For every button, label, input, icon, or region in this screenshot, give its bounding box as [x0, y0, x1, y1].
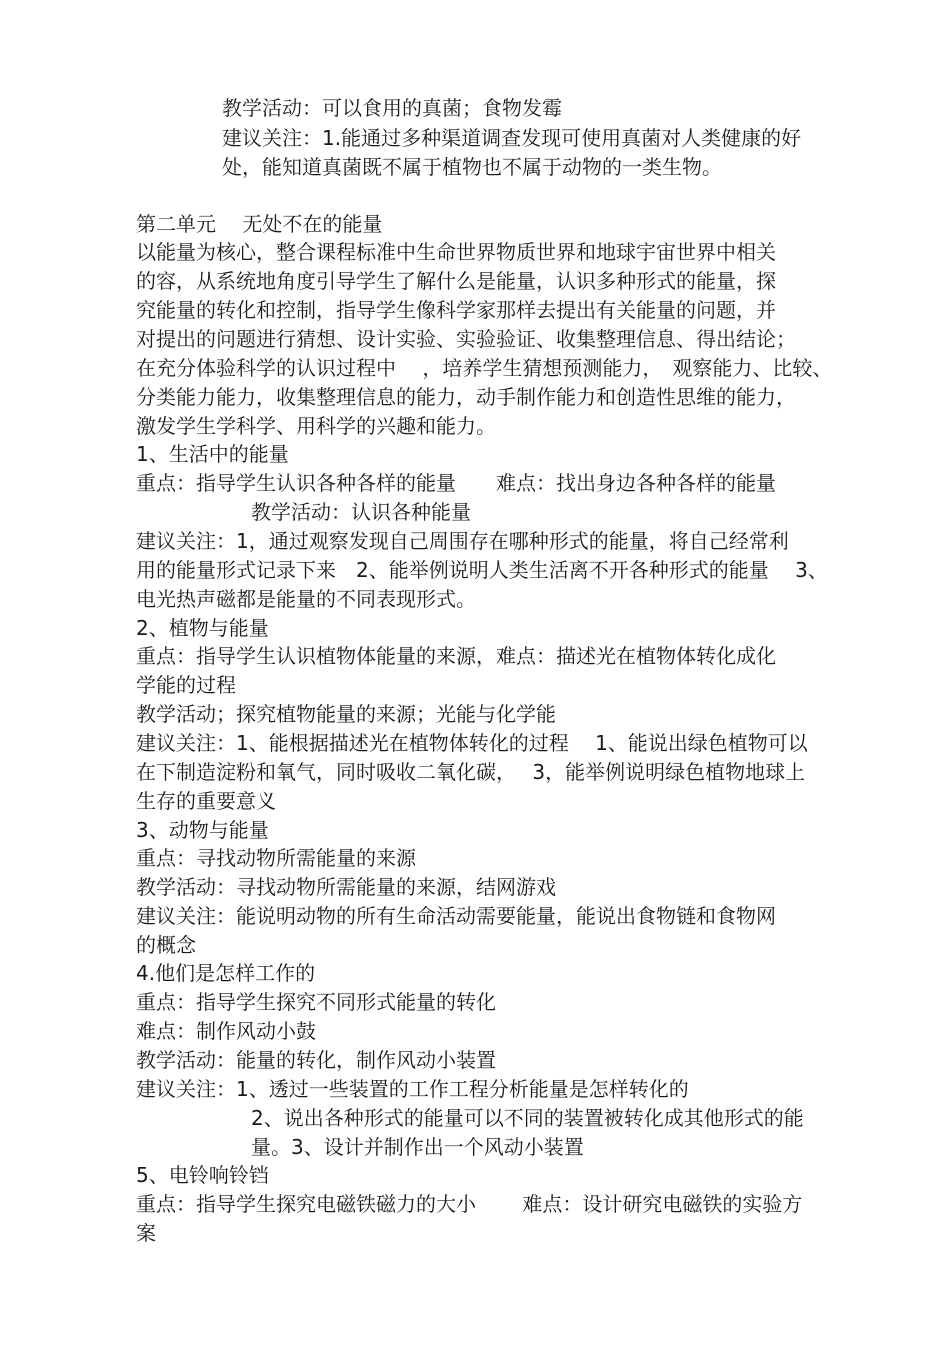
text-line: 建议关注：1，通过观察发现自己周围存在哪种形式的能量，将自己经常利	[136, 529, 789, 553]
text-line: 难点：制作风动小鼓	[136, 1019, 316, 1043]
text-line: 教学活动：寻找动物所需能量的来源，结网游戏	[136, 875, 556, 899]
text-line: 对提出的问题进行猜想、设计实验、实验验证、收集整理信息、得出结论；	[136, 327, 796, 351]
section-heading: 第二单元 无处不在的能量	[136, 212, 383, 236]
text-line: 建议关注：1.能通过多种渠道调查发现可使用真菌对人类健康的好	[222, 126, 802, 150]
text-line: 在充分体验科学的认识过程中 ，培养学生猜想预测能力， 观察能力、比较、	[136, 356, 833, 380]
lesson-heading: 2、植物与能量	[136, 616, 269, 640]
text-line: 案	[136, 1221, 156, 1245]
text-line: 的容，从系统地角度引导学生了解什么是能量，认识多种形式的能量，探	[136, 269, 776, 293]
text-line: 分类能力能力，收集整理信息的能力，动手制作能力和创造性思维的能力，	[136, 385, 796, 409]
lesson-heading: 1、生活中的能量	[136, 442, 289, 466]
text-line: 量。3、设计并制作出一个风动小装置	[251, 1135, 584, 1159]
text-line: 建议关注：能说明动物的所有生命活动需要能量，能说出食物链和食物网	[136, 904, 776, 928]
text-line: 处，能知道真菌既不属于植物也不属于动物的一类生物。	[222, 155, 722, 179]
text-line: 教学活动：认识各种能量	[251, 500, 471, 524]
text-line: 重点：指导学生认识各种各样的能量 难点：找出身边各种各样的能量	[136, 471, 776, 495]
text-line: 建议关注：1、能根据描述光在植物体转化的过程 1、能说出绿色植物可以	[136, 731, 808, 755]
text-line: 重点：指导学生探究电磁铁磁力的大小 难点：设计研究电磁铁的实验方	[136, 1192, 803, 1216]
text-line: 电光热声磁都是能量的不同表现形式。	[136, 587, 476, 611]
text-line: 重点：指导学生探究不同形式能量的转化	[136, 990, 496, 1014]
text-line: 2、说出各种形式的能量可以不同的装置被转化成其他形式的能	[251, 1106, 804, 1130]
lesson-heading: 4.他们是怎样工作的	[136, 961, 316, 985]
text-line: 生存的重要意义	[136, 789, 276, 813]
text-line: 建议关注：1、透过一些装置的工作工程分析能量是怎样转化的	[136, 1077, 689, 1101]
text-line: 的概念	[136, 933, 196, 957]
text-line: 用的能量形式记录下来 2、能举例说明人类生活离不开各种形式的能量 3、	[136, 558, 828, 582]
text-line: 教学活动；探究植物能量的来源；光能与化学能	[136, 702, 556, 726]
text-line: 教学活动：可以食用的真菌；食物发霉	[222, 96, 562, 120]
text-line: 究能量的转化和控制，指导学生像科学家那样去提出有关能量的问题，并	[136, 298, 776, 322]
text-line: 在下制造淀粉和氧气，同时吸收二氧化碳， 3，能举例说明绿色植物地球上	[136, 760, 806, 784]
lesson-heading: 3、动物与能量	[136, 818, 269, 842]
text-line: 教学活动：能量的转化，制作风动小装置	[136, 1048, 496, 1072]
text-line: 重点：寻找动物所需能量的来源	[136, 846, 416, 870]
text-line: 学能的过程	[136, 673, 236, 697]
text-line: 重点：指导学生认识植物体能量的来源，难点：描述光在植物体转化成化	[136, 644, 776, 668]
lesson-heading: 5、电铃响铃铛	[136, 1163, 269, 1187]
text-line: 激发学生学科学、用科学的兴趣和能力。	[136, 414, 496, 438]
text-line: 以能量为核心，整合课程标准中生命世界物质世界和地球宇宙世界中相关	[136, 240, 776, 264]
